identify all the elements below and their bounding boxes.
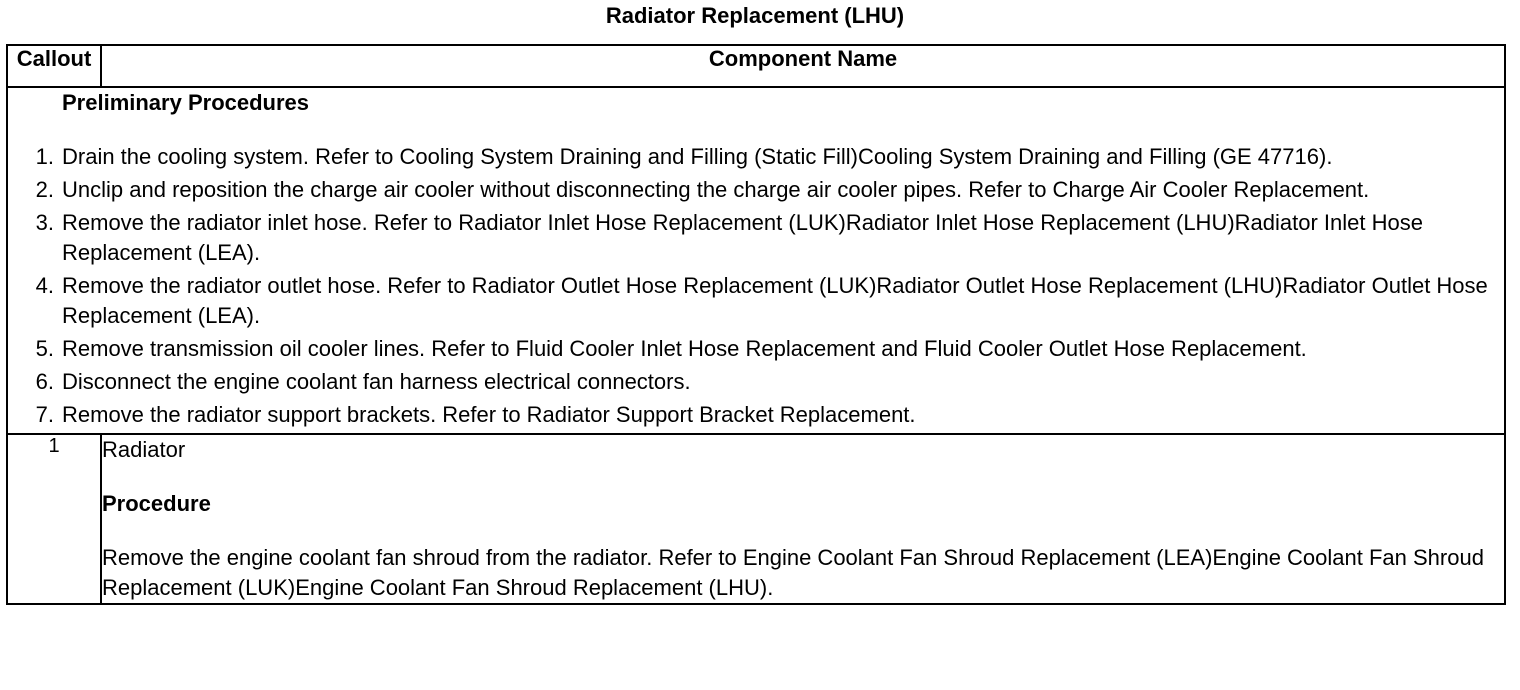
step-text: Drain the cooling system. Refer to Cooling System Draining and Filling (Static Fill)Cooling System Draining and Filling (GE 47716). — [62, 144, 1333, 169]
list-item — [8, 142, 1504, 172]
list-item — [8, 334, 1504, 364]
procedure-title: Procedure — [102, 491, 211, 516]
preliminary-procedures-row — [7, 87, 1505, 434]
list-item — [8, 208, 1504, 268]
step-text: Unclip and reposition the charge air cooler without disconnecting the charge air cooler pipes. Refer to Charge Air Cooler Replacement. — [62, 177, 1370, 202]
step-text: Remove the radiator support brackets. Refer to Radiator Support Bracket Replacement. — [62, 402, 916, 427]
list-item — [8, 271, 1504, 331]
step-text: Disconnect the engine coolant fan harness electrical connectors. — [62, 369, 691, 394]
preliminary-steps-list — [8, 142, 1504, 430]
component-cell — [101, 434, 1505, 604]
preliminary-procedures-cell — [7, 87, 1505, 434]
step-number: 4. — [35, 273, 54, 298]
step-number: 7. — [35, 402, 54, 427]
list-item — [8, 175, 1504, 205]
step-number: 3. — [35, 210, 54, 235]
step-text: Remove transmission oil cooler lines. Refer to Fluid Cooler Inlet Hose Replacement and Fluid Cooler Outlet Hose Replacement. — [62, 336, 1307, 361]
component-table — [6, 44, 1506, 605]
step-number: 2. — [35, 177, 54, 202]
callout-number: 1 — [7, 434, 101, 604]
component-name: Radiator — [102, 437, 186, 462]
preliminary-procedures-title: Preliminary Procedures — [62, 90, 310, 115]
procedure-text: Remove the engine coolant fan shroud from the radiator. Refer to Engine Coolant Fan Shroud Replacement (LEA)Engine Coolant Fan Shroud Replacement (LUK)Engine Coolant Fan Shroud Replacement (LHU). — [102, 545, 1484, 600]
callout-column-header: Callout — [7, 45, 101, 87]
step-number: 5. — [35, 336, 54, 361]
step-text: Remove the radiator inlet hose. Refer to Radiator Inlet Hose Replacement (LUK)Radiator Inlet Hose Replacement (LHU)Radiator Inlet Hose Replacement (LEA). — [62, 210, 1423, 265]
page-title: Radiator Replacement (LHU) — [605, 3, 905, 28]
list-item — [8, 400, 1504, 430]
step-number: 1. — [35, 144, 54, 169]
list-item — [8, 367, 1504, 397]
table-row — [7, 434, 1505, 604]
step-text: Remove the radiator outlet hose. Refer to Radiator Outlet Hose Replacement (LUK)Radiator Outlet Hose Replacement (LHU)Radiator Outlet Hose Replacement (LEA). — [62, 273, 1488, 328]
table-header-row — [7, 45, 1505, 87]
step-number: 6. — [35, 369, 54, 394]
component-name-column-header: Component Name — [101, 45, 1505, 87]
